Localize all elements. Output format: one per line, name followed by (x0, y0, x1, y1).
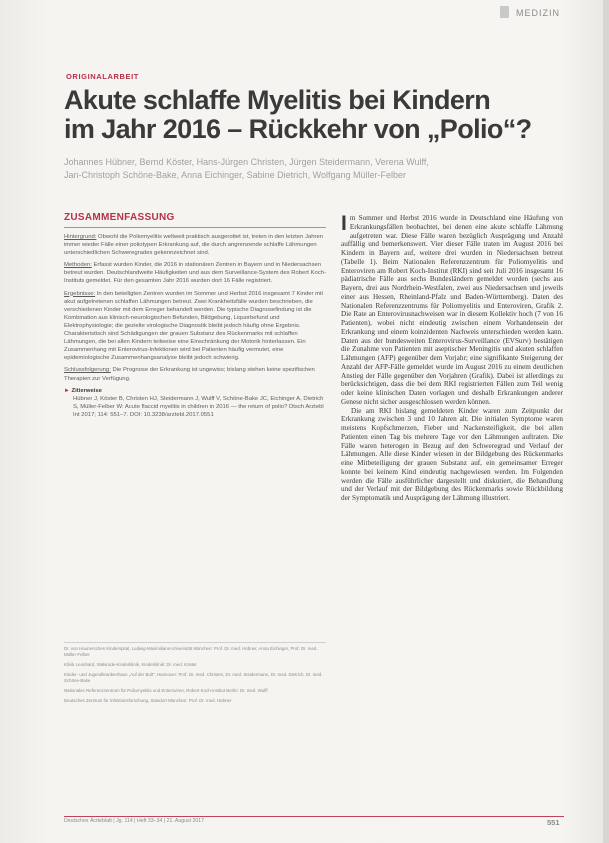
abstract-conclusion (64, 366, 326, 382)
abstract-conclusion-text: Die Prognose der Erkrankung ist ungewiss; bislang stehen keine spezifischen Therapien zur Verfügung. (64, 367, 315, 382)
triangle-arrow-icon: ► (64, 387, 70, 394)
authors-line-2: Jan-Christoph Schöne-Bake, Anna Eichinger, Sabine Dietrich, Wolfgang Müller-Felber (64, 169, 407, 180)
article-title (64, 86, 584, 144)
section-tag: MEDIZIN (516, 8, 560, 18)
abstract-methods (64, 261, 326, 285)
footer-rule (64, 816, 564, 817)
footer-journal: Deutsches Ärzteblatt | Jg. 114 | Heft 33–34 | 21. August 2017 (64, 818, 205, 824)
abstract-rule (64, 227, 326, 228)
footnote-item: Nationales Referenzzentrum für Poliomyelitis und Enteroviren, Robert Koch-Institut Berlin: Dr. med. Wulff (64, 688, 268, 693)
abstract-methods-text: Erfasst wurden Kinder, die 2016 in stationären Zentren in Bayern und in Niedersachsen betreut wurden. Deutschlandweite Häufigkeiten und aus dem Surveillance-System des Robert Koch-Instituts gemeldet. Für den gesamten Jahr 2016 wurden dort 16 Fälle registriert. (64, 262, 326, 285)
authors-line-1: Johannes Hübner, Bernd Köster, Hans-Jürgen Christen, Jürgen Steidermann, Verena Wulff, (64, 157, 429, 167)
citation-label: Zitierweise (71, 387, 102, 394)
footnote-item: Deutsches Zentrum für Infektionsforschung, Standort München: Prof. Dr. med. Hübner (64, 698, 232, 703)
page-edge (603, 0, 609, 843)
title-line-1: Akute schlaffe Myelitis bei Kindern (64, 85, 491, 115)
author-list (64, 156, 584, 181)
body-paragraph-1 (341, 214, 563, 407)
page-number: 551 (547, 818, 560, 827)
title-line-2: im Jahr 2016 – Rückkehr von „Polio“? (64, 114, 532, 144)
body-text-column (341, 214, 563, 503)
affiliations (64, 642, 326, 708)
footnote-rule (64, 642, 326, 643)
section-marker (500, 6, 509, 18)
abstract-results (64, 290, 326, 363)
abstract-box (64, 212, 326, 419)
citation-block (64, 387, 326, 419)
citation-text: Hübner J, Köster B, Christen HJ, Steidermann J, Wulff V, Schöne-Bake JC, Eichinger A, Dietrich S, Müller-Felber W: Acute flaccid myelitis in children in 2016 — the return of polio? Dtsch Arztebl Int 2017; 114: 551–7. DOI: 10.3238/arztebl.2017.0551 (73, 395, 324, 418)
abstract-conclusion-label: Schlussfolgerung: (64, 367, 111, 374)
abstract-background (64, 233, 326, 257)
abstract-background-text: Obwohl die Poliomyelitis weltweit praktisch ausgerottet ist, treten in den letzten Jahren immer wieder Fälle einer poliotypen Erkrankung auf, die durch angrenzende schlaffe Lähmungen unterschiedlichen Schweregrades gekennzeichnet sind. (64, 234, 323, 257)
drop-cap: I (341, 212, 347, 235)
footnote-item: Kinder- und Jugendkrankenhaus „Auf der Bult“, Hannover: Prof. Dr. med. Christen, Dr. med. Steidermann, Dr. med. Dietrich, Dr. med. Schöne-Bake (64, 672, 323, 683)
abstract-background-label: Hintergrund: (64, 234, 97, 240)
body-paragraph-1-text: m Sommer und Herbst 2016 wurde in Deutschland eine Häufung von Erkrankungsfällen beobachtet, bei denen eine akute schlaffe Lähmung aufgetreten war. Diese Fälle waren bezüglich Ausprägung und Anzahl auffällig und bemerkenswert. Vier dieser Fälle traten im August 2016 bei Kindern in Bayern auf, weitere drei wurden in Niedersachsen betreut (Tabelle 1). Beim Nationalen Referenzzentrum für Poliomyelitis und Enteroviren am Robert Koch-Institut (RKI) sind seit Juli 2016 insgesamt 16 pädiatrische Fälle aus sechs Bundesländern gemeldet worden (sechs aus Bayern, drei aus Nordrhein-Westfalen, zwei aus Niedersachsen und jeweils einer aus Hessen, Rheinland-Pfalz und Baden-Württemberg). Daten des Nationalen Referenzzentrums für Poliomyelitis und Enteroviren, Grafik 2. Die Rate an Enterovirusnachweisen war in diesem Kollektiv hoch (7 von 16 Patienten), wobei nicht eindeutig zwischen einem Vorhandensein der Erkrankung und einem koinzidenten Nachweis unterschieden werden kann. Daten aus der bundesweiten Enterovirus-Surveillance (EVSurv) bestätigen die Zunahme von Patienten mit aseptischer Meningitis und akuten schlaffen Lähmungen (AFP) gegenüber dem Vorjahr; eine signifikante Steigerung der Anzahl der AFP-Fälle gemeldet wurde im August 2016 zu einem deutlichen Anstieg der Fälle gegenüber den Vorjahren (Grafik). Dabei ist allerdings zu berücksichtigen, dass die bei dem RKI registrierten Fällen zum Teil wenig oder keine klinischen Daten vorlagen und deshalb Erkrankungen anderer Genese nicht sicher ausgeschlossen werden können. (341, 214, 563, 406)
abstract-methods-label: Methoden: (64, 262, 92, 269)
abstract-results-label: Ergebnisse: (64, 290, 96, 297)
abstract-heading: ZUSAMMENFASSUNG (64, 212, 175, 223)
footnote-item: Klinik Leonhard, Walsrode-Kinderklinik, Kinderklinik: Dr. med. Köster (64, 662, 197, 667)
body-paragraph-2: Die am RKI bislang gemeldeten Kinder waren zum Zeitpunkt der Erkrankung zwischen 3 und 10 Jahren alt. Die initialen Symptome waren meistens Kopfschmerzen, Fieber und Nackensteifigkeit, die bei allen Patienten einen Tag bis mehrere Tage vor den Lähmungen auftraten. Die Fälle waren heterogen in Bezug auf den Schweregrad und Verlauf der Lähmungen. Alle diese Kinder wiesen in der Bildgebung des Rückenmarks eine Mitbeteiligung der grauen Substanz auf, ein gemeinsamer Erreger konnte bei keinem Kind eindeutig nachgewiesen werden. Im Folgenden werden die Fälle ausführlicher dargestellt und diskutiert, die Behandlung und der Verlauf mit der Bildgebung des Rückenmarks sowie Rückbildung der Symptomatik und Ausprägung der Lähmung illustriert. (341, 406, 563, 502)
abstract-results-text: In den beteiligten Zentren wurden im Sommer und Herbst 2016 insgesamt 7 Kinder mit akut aufgetretenen schlaffen Lähmungen betreut. Zwei Krankheitsfälle wurden beschrieben, die verschiedenen Kinder mit dem Erreger behandelt werden. Die typische Diagnosefindung ist die Kombination aus klinisch-neurologischen Befunden, Bildgebung, Liquorbefund und Elektrophysiologie; die gezielte virologische Diagnostik bleibt jedoch häufig ohne Ergebnis. Charakteristisch sind Schädigungen der grauen Substanz des Rückenmarks mit schlaffen Lähmungen, die bei allen Kindern teilweise eine Einschränkung der Motorik hinterlassen. Ein Zusammenhang mit Enterovirus-Infektionen wird bei Patienten häufig vermutet, eine epidemiologische Zusammenhangsanalyse bleibt jedoch schwierig. (64, 290, 323, 362)
article-kicker: ORIGINALARBEIT (66, 72, 139, 81)
footnote-item: Dr. von Haunersches Kinderspital, Ludwig-Maximilians-Universität München: Prof. Dr. med. Hübner, Anna Eichinger, Prof. Dr. med. Müller-Felber (64, 646, 318, 657)
